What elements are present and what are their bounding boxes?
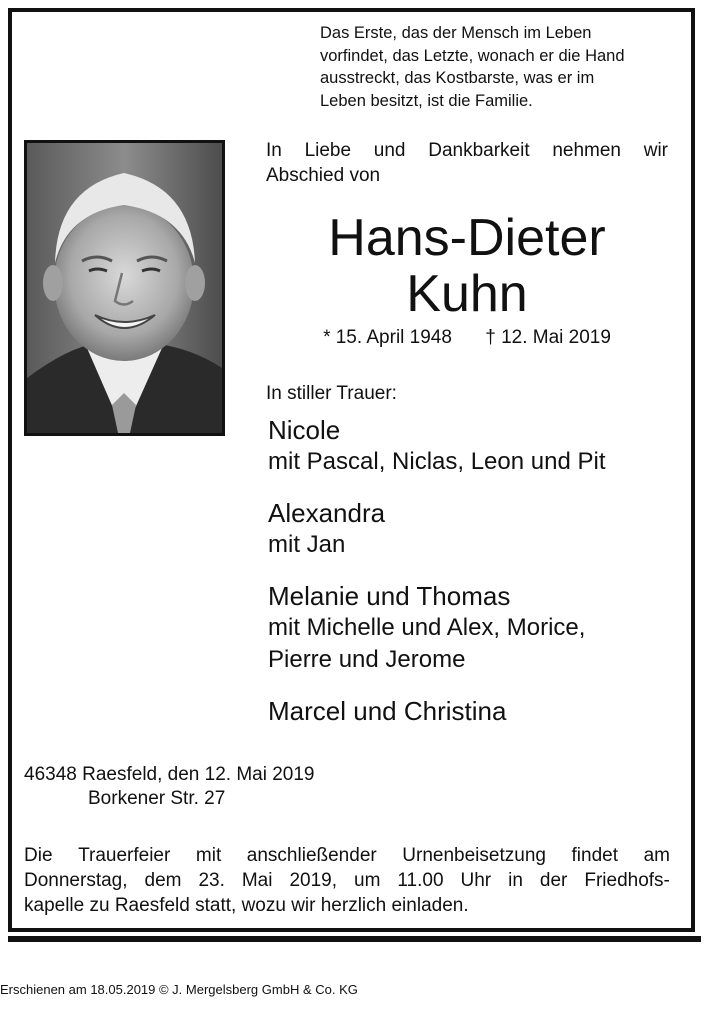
ceremony-word: Donnerstag, <box>24 870 128 891</box>
ceremony-word: mit <box>195 845 222 866</box>
deceased-first-name: Hans-Dieter <box>328 209 606 267</box>
publication-footer: Erschienen am 18.05.2019 © J. Mergelsberg GmbH & Co. KG <box>0 982 358 997</box>
family-sub: mit Michelle und Alex, Morice, <box>268 614 586 641</box>
family-group <box>268 414 688 478</box>
intro-word: nehmen <box>552 140 621 161</box>
ceremony-word: Urnenbeisetzung <box>402 845 546 866</box>
mourning-label: In stiller Trauer: <box>266 383 397 404</box>
motto-line: vorfindet, das Letzte, wonach er die Hand <box>320 46 625 65</box>
ceremony-word: Uhr <box>460 870 492 891</box>
ceremony-line: kapelle zu Raesfeld statt, wozu wir herzlich einladen. <box>24 895 469 916</box>
intro-text <box>266 138 668 188</box>
ceremony-word: der <box>539 870 568 891</box>
ceremony-line <box>24 843 670 868</box>
ceremony-word: Trauerfeier <box>78 845 171 866</box>
family-list <box>268 414 688 746</box>
portrait-photo <box>24 140 225 436</box>
family-name: Alexandra <box>268 498 386 528</box>
life-dates <box>266 326 668 350</box>
ceremony-word: in <box>508 870 523 891</box>
ceremony-word: 11.00 <box>397 870 444 891</box>
ceremony-word: findet <box>571 845 619 866</box>
ceremony-word: anschließender <box>246 845 377 866</box>
motto-quote <box>320 22 685 112</box>
street-address: Borkener Str. 27 <box>88 788 226 809</box>
ceremony-word: Mai <box>241 870 273 891</box>
ceremony-word: Friedhofs- <box>584 870 670 891</box>
ceremony-word: am <box>643 845 670 866</box>
ceremony-line <box>24 868 670 893</box>
motto-line: Das Erste, das der Mensch im Leben <box>320 24 592 42</box>
family-group <box>268 580 688 676</box>
ceremony-word: Die <box>24 845 53 866</box>
family-name: Nicole <box>268 415 341 445</box>
family-group <box>268 497 688 561</box>
deceased-last-name: Kuhn <box>406 265 528 323</box>
intro-line <box>266 138 668 163</box>
ceremony-text <box>24 843 670 918</box>
motto-line: Leben besitzt, ist die Familie. <box>320 91 533 110</box>
family-sub: Pierre und Jerome <box>268 646 466 673</box>
address-block <box>24 763 315 811</box>
deceased-name <box>266 210 668 322</box>
ceremony-word: 2019, <box>289 870 338 891</box>
family-sub: mit Jan <box>268 531 346 558</box>
ceremony-word: um <box>354 870 381 891</box>
family-name: Marcel und Christina <box>268 696 507 726</box>
family-name: Melanie und Thomas <box>268 581 511 611</box>
intro-line: Abschied von <box>266 165 381 186</box>
place-date: 46348 Raesfeld, den 12. Mai 2019 <box>24 764 315 785</box>
bottom-divider <box>8 936 701 942</box>
portrait-photo-icon <box>27 143 222 433</box>
birth-date: * 15. April 1948 <box>323 327 452 348</box>
intro-word: Liebe <box>304 140 352 161</box>
family-group <box>268 695 688 727</box>
intro-word: wir <box>643 140 668 161</box>
ceremony-word: 23. <box>198 870 225 891</box>
ceremony-word: dem <box>144 870 182 891</box>
intro-word: und <box>373 140 406 161</box>
death-date: † 12. Mai 2019 <box>485 327 611 348</box>
family-sub: mit Pascal, Niclas, Leon und Pit <box>268 448 606 475</box>
motto-line: ausstreckt, das Kostbarste, was er im <box>320 69 595 87</box>
intro-word: In <box>266 140 282 161</box>
intro-word: Dankbarkeit <box>428 140 530 161</box>
